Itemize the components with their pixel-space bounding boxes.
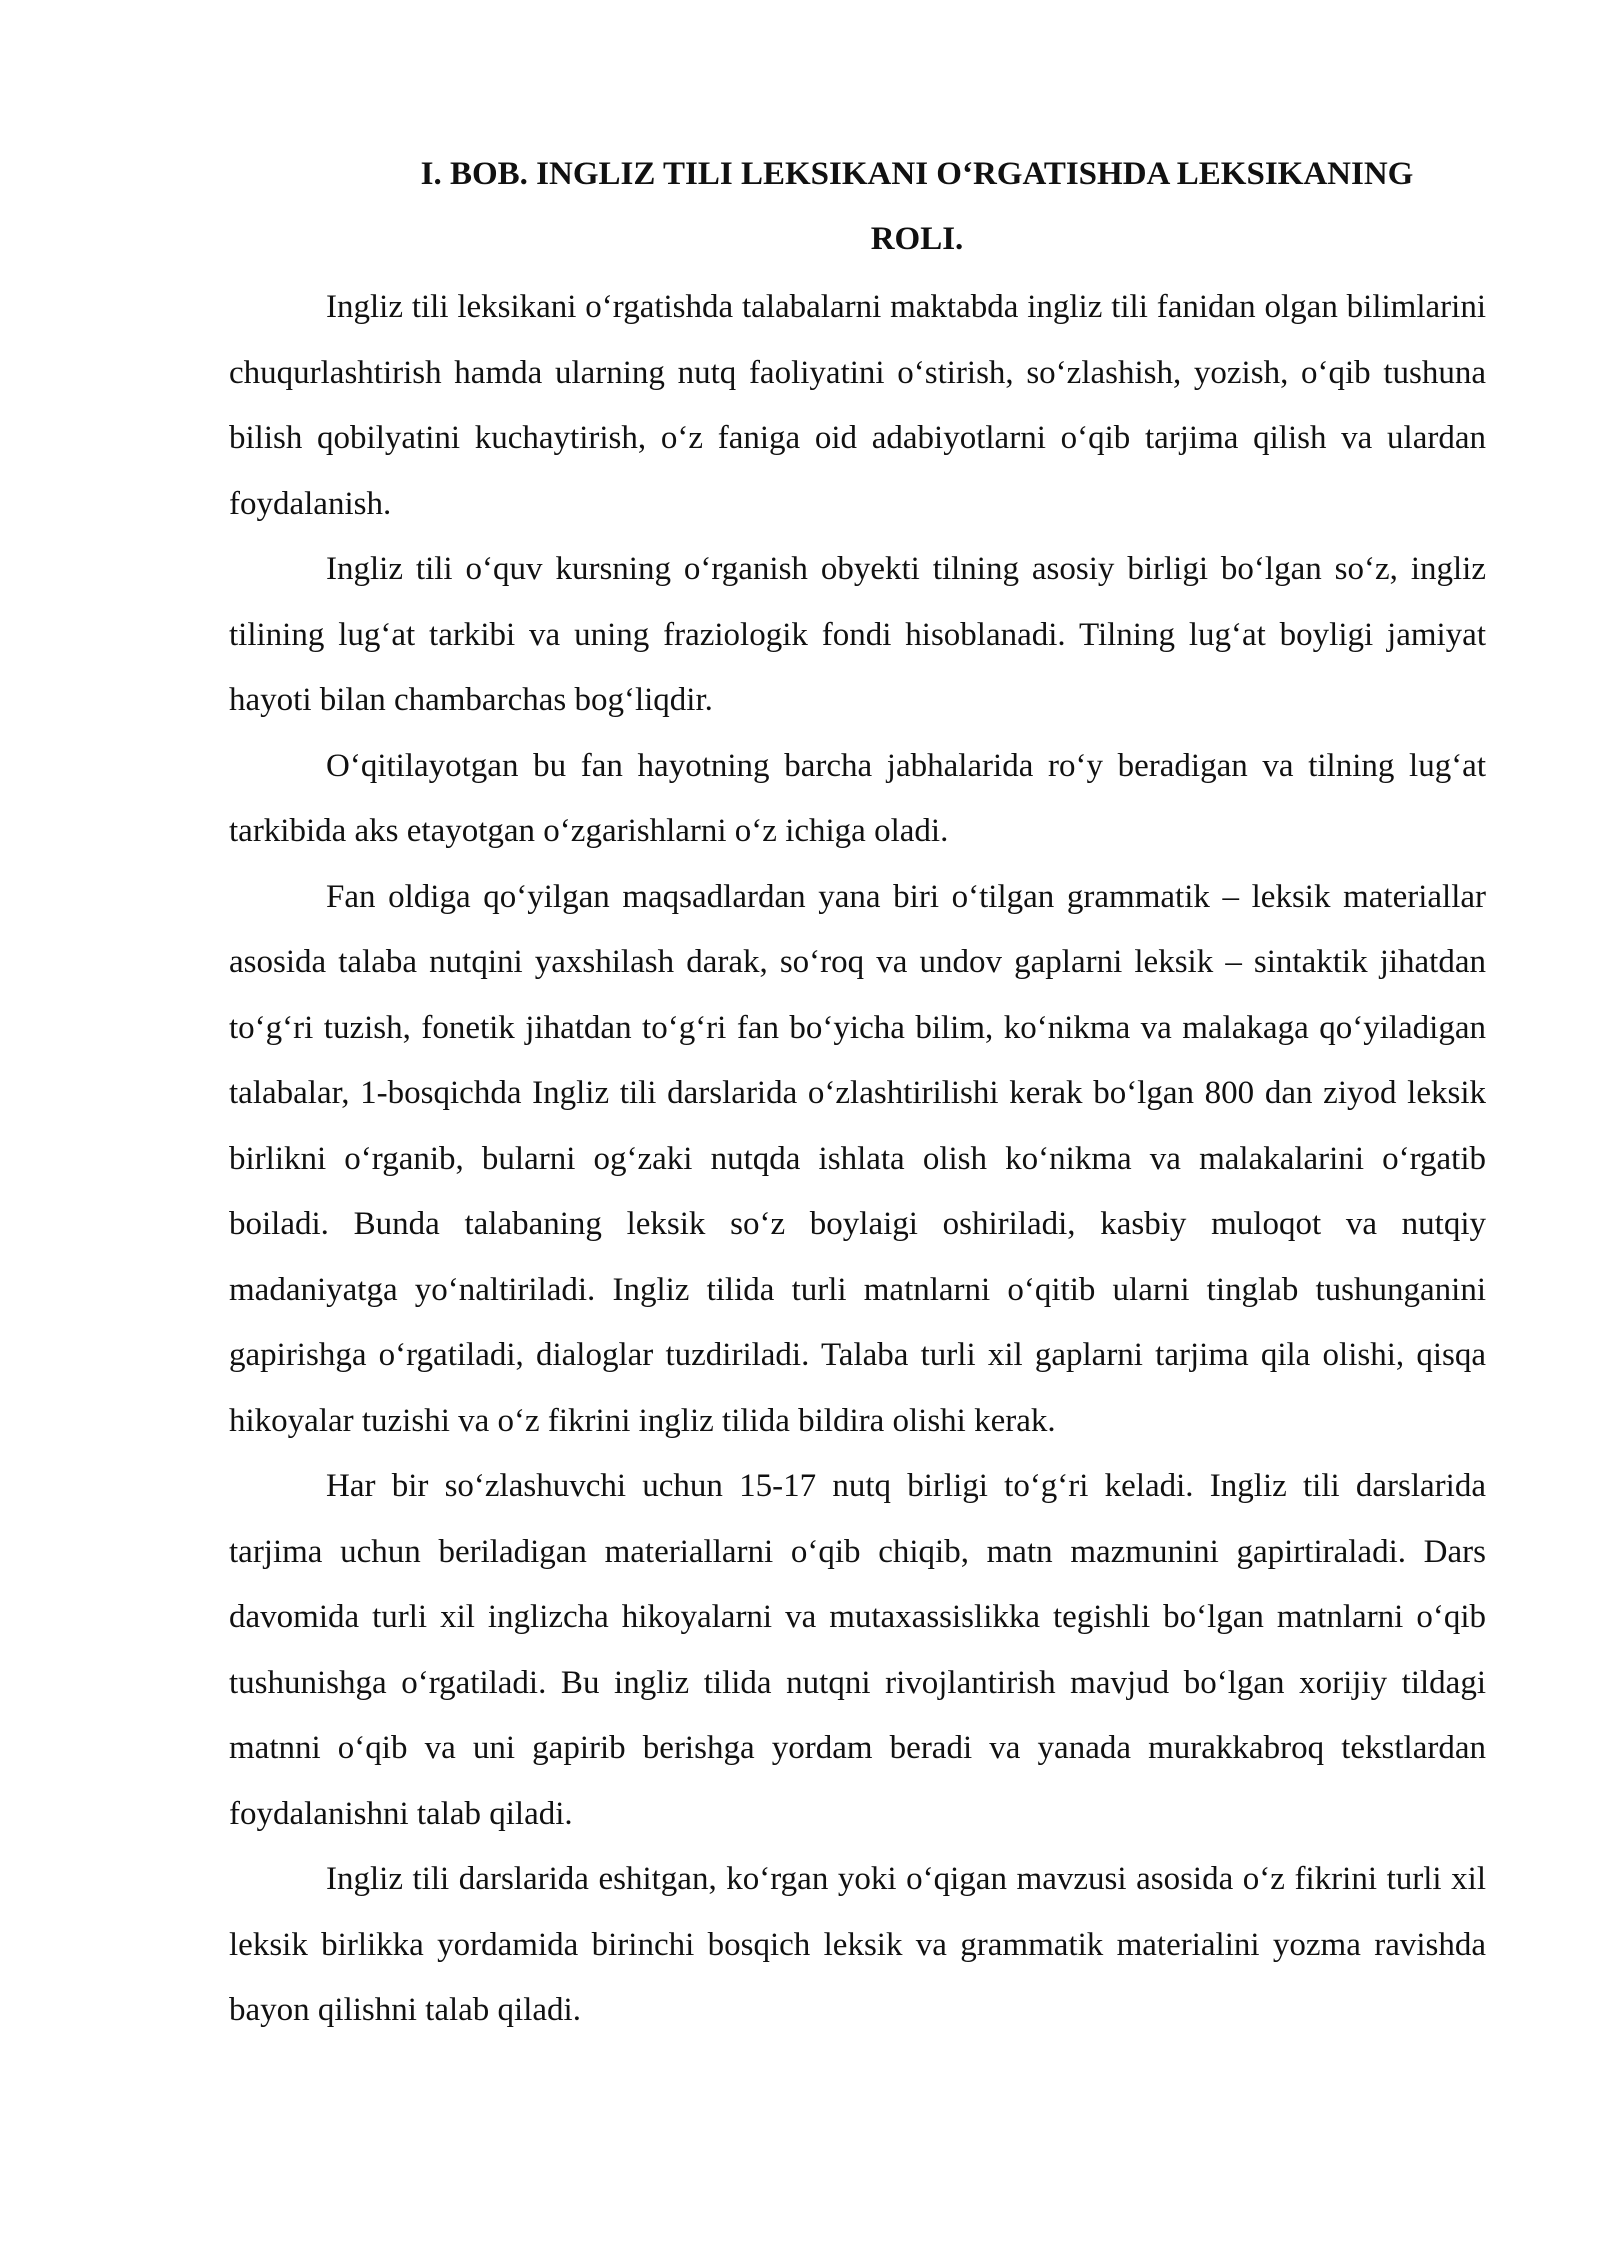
chapter-heading <box>229 142 1486 272</box>
paragraph-6: Ingliz tili darslarida eshitgan, ko‘rgan yoki o‘qigan mavzusi asosida o‘z fikrini turli xil leksik birlikka yordamida birinchi bosqich leksik va grammatik materialini yozma ravishda bayon qilishni talab qiladi. <box>229 1861 1486 2028</box>
document-body <box>229 142 1486 2044</box>
paragraph-4: Fan oldiga qo‘yilgan maqsadlardan yana biri o‘tilgan grammatik – leksik materiallar asosida talaba nutqini yaxshilash darak, so‘roq va undov gaplarni leksik – sintaktik jihatdan to‘g‘ri tuzish, fonetik jihatdan to‘g‘ri fan bo‘yicha bilim, ko‘nikma va malakaga qo‘yiladigan talabalar, 1-bosqichda Ingliz tili darslarida o‘zlashtirilishi kerak bo‘lgan 800 dan ziyod leksik birlikni o‘rganib, bularni og‘zaki nutqda ishlata olish ko‘nikma va malakalarini o‘rgatib boiladi. Bunda talabaning leksik so‘z boylaigi oshiriladi, kasbiy muloqot va nutqiy madaniyatga yo‘naltiriladi. Ingliz tilida turli matnlarni o‘qitib ularni tinglab tushunganini gapirishga o‘rgatiladi, dialoglar tuzdiriladi. Talaba turli xil gaplarni tarjima qila olishi, qisqa hikoyalar tuzishi va o‘z fikrini ingliz tilida bildira olishi kerak. <box>229 878 1486 1439</box>
paragraph-2: Ingliz tili o‘quv kursning o‘rganish obyekti tilning asosiy birligi bo‘lgan so‘z, ingliz tilining lug‘at tarkibi va uning fraziologik fondi hisoblanadi. Tilning lug‘at boyligi jamiyat hayoti bilan chambarchas bog‘liqdir. <box>229 551 1486 718</box>
paragraph-5: Har bir so‘zlashuvchi uchun 15-17 nutq birligi to‘g‘ri keladi. Ingliz tili darslarida tarjima uchun beriladigan materiallarni o‘qib chiqib, matn mazmunini gapirtiraladi. Dars davomida turli xil inglizcha hikoyalarni va mutaxassislikka tegishli bo‘lgan matnlarni o‘qib tushunishga o‘rgatiladi. Bu ingliz tilida nutqni rivojlantirish mavjud bo‘lgan xorijiy tildagi matnni o‘qib va uni gapirib berishga yordam beradi va yanada murakkabroq tekstlardan foydalanishni talab qiladi. <box>229 1468 1486 1832</box>
chapter-heading-line-2: ROLI. <box>870 221 964 257</box>
chapter-heading-line-1: I. BOB. INGLIZ TILI LEKSIKANI O‘RGATISHDA LEKSIKANING <box>420 156 1414 192</box>
paragraph-1: Ingliz tili leksikani o‘rgatishda talabalarni maktabda ingliz tili fanidan olgan bilimlarini chuqurlashtirish hamda ularning nutq faoliyatini o‘stirish, so‘zlashish, yozish, o‘qib tushuna bilish qobilyatini kuchaytirish, o‘z faniga oid adabiyotlarni o‘qib tarjima qilish va ulardan foydalanish. <box>229 289 1486 522</box>
paragraph-3: O‘qitilayotgan bu fan hayotning barcha jabhalarida ro‘y beradigan va tilning lug‘at tarkibida aks etayotgan o‘zgarishlarni o‘z ichiga oladi. <box>229 747 1486 849</box>
